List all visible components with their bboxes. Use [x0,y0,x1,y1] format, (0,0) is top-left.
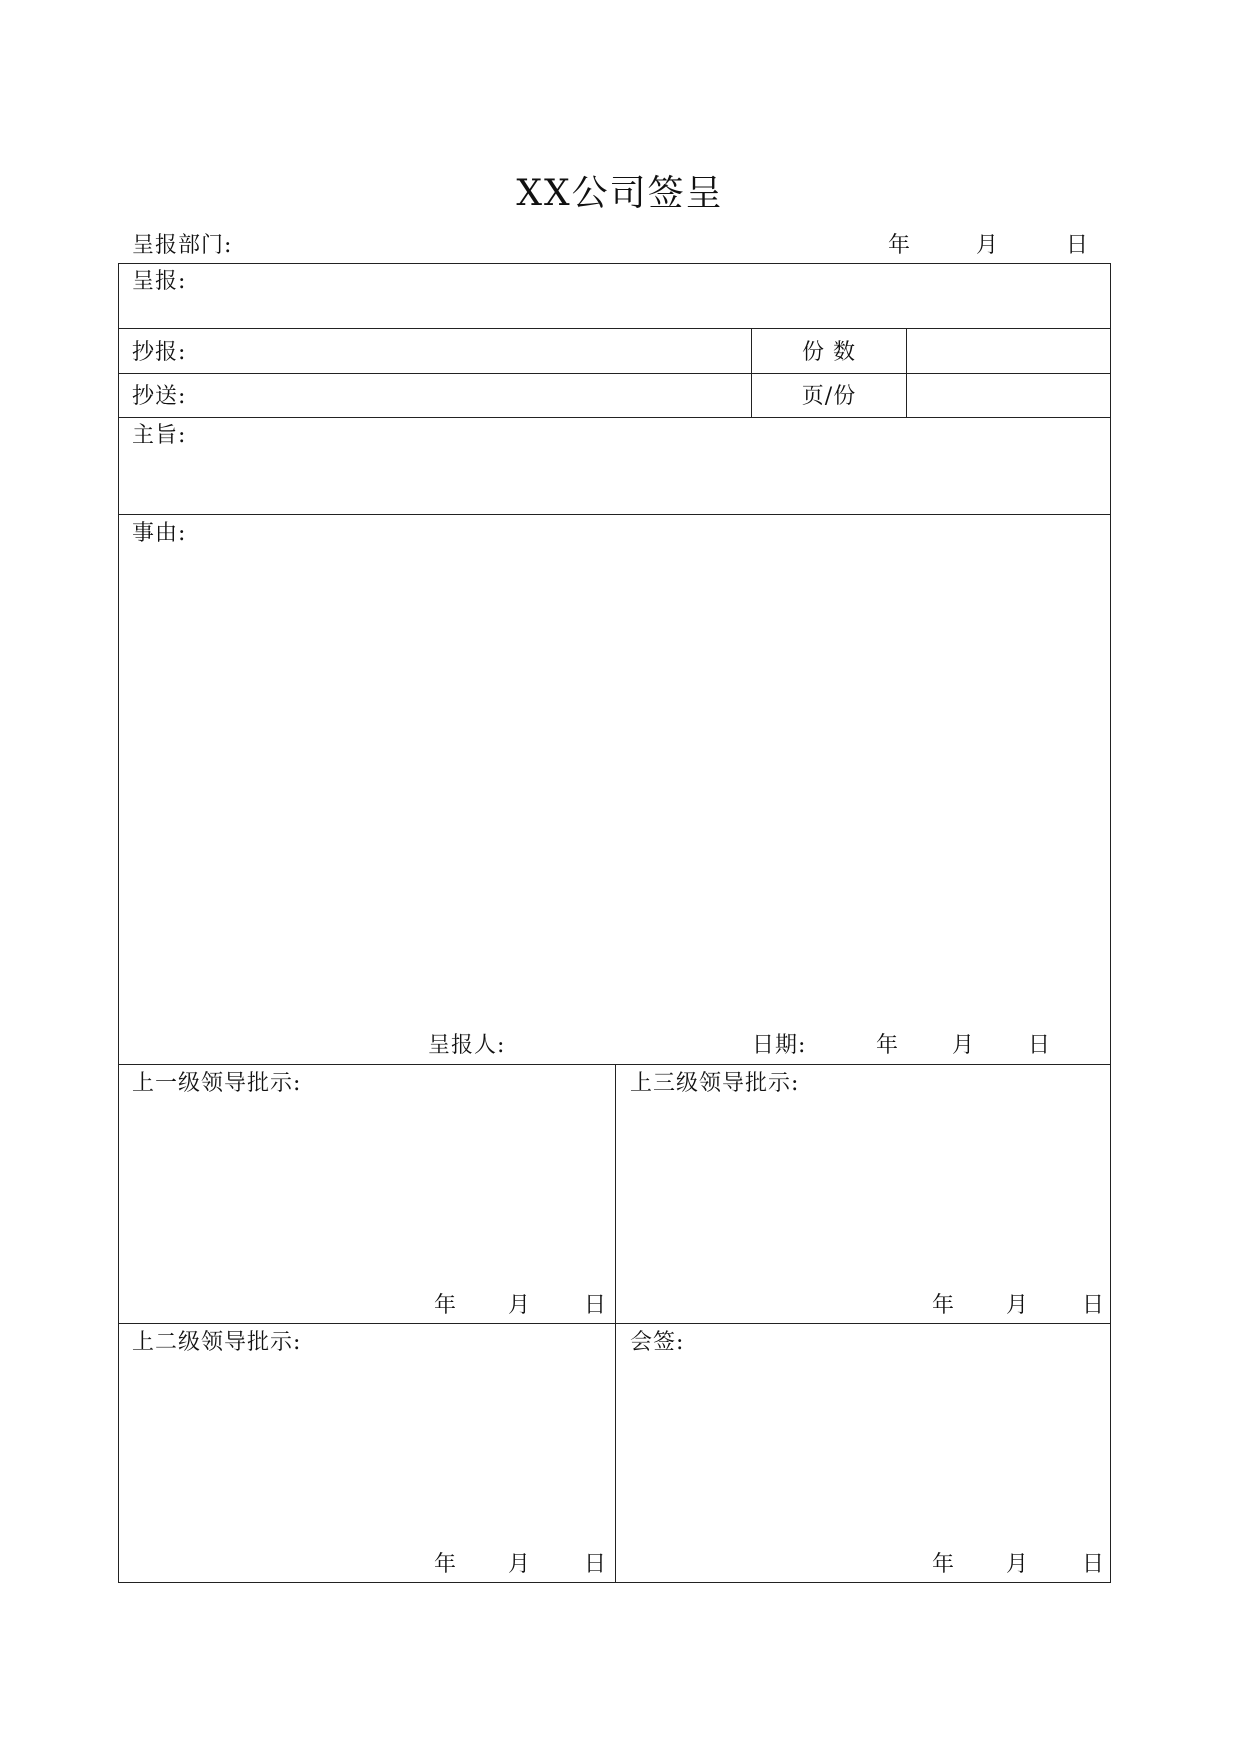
approval-level3-month: 月 [1006,1293,1030,1318]
countersign-day: 日 [1082,1552,1106,1577]
table-line [118,263,119,1583]
approval-level3-input[interactable] [630,1104,1100,1284]
approval-level1-label: 上一级领导批示: [132,1071,302,1096]
approval-level1-day: 日 [584,1293,608,1318]
approval-level3-day: 日 [1082,1293,1106,1318]
reason-input[interactable] [200,522,1090,1022]
table-line [615,1064,616,1583]
table-line [118,373,1111,374]
subject-input[interactable] [200,424,1090,504]
approval-level1-month: 月 [508,1293,532,1318]
countersign-month: 月 [1006,1552,1030,1577]
reason-date-label: 日期: [752,1033,807,1058]
approval-level2-month: 月 [508,1552,532,1577]
reason-label: 事由: [132,521,187,546]
copies-label: 份 数 [802,340,856,365]
submit-to-label: 呈报: [132,269,187,294]
approval-level3-year: 年 [932,1293,956,1318]
reason-date-year: 年 [876,1033,900,1058]
reason-date-day: 日 [1028,1033,1052,1058]
header-date-day: 日 [1066,233,1090,258]
table-line [118,514,1111,515]
header-date-month: 月 [976,233,1000,258]
countersign-input[interactable] [630,1363,1100,1543]
subject-label: 主旨: [132,423,187,448]
submit-to-input[interactable] [200,268,1090,318]
cc-send-label: 抄送: [132,384,187,409]
table-line [906,328,907,418]
table-line [118,328,1111,329]
table-line [1110,263,1111,1583]
submitter-input[interactable] [520,1030,740,1058]
document-title: XX公司签呈 [516,173,724,214]
reason-date-month: 月 [952,1033,976,1058]
cc-report-label: 抄报: [132,340,187,365]
cc-send-input[interactable] [200,380,740,410]
approval-level1-input[interactable] [132,1104,602,1284]
approval-level2-label: 上二级领导批示: [132,1330,302,1355]
cc-report-input[interactable] [200,336,740,366]
table-line [118,263,1111,264]
countersign-year: 年 [932,1552,956,1577]
header-date-year: 年 [888,233,912,258]
submitter-label: 呈报人: [428,1033,506,1058]
pages-per-copy-label: 页/份 [801,384,857,409]
countersign-label: 会签: [630,1330,685,1355]
approval-level2-day: 日 [584,1552,608,1577]
approval-level1-year: 年 [434,1293,458,1318]
dept-input[interactable] [250,232,770,260]
pages-per-copy-input[interactable] [912,380,1102,410]
dept-label: 呈报部门: [132,233,233,258]
approval-level3-label: 上三级领导批示: [630,1071,800,1096]
approval-level2-input[interactable] [132,1363,602,1543]
approval-level2-year: 年 [434,1552,458,1577]
table-line [118,417,1111,418]
copies-input[interactable] [912,336,1102,366]
